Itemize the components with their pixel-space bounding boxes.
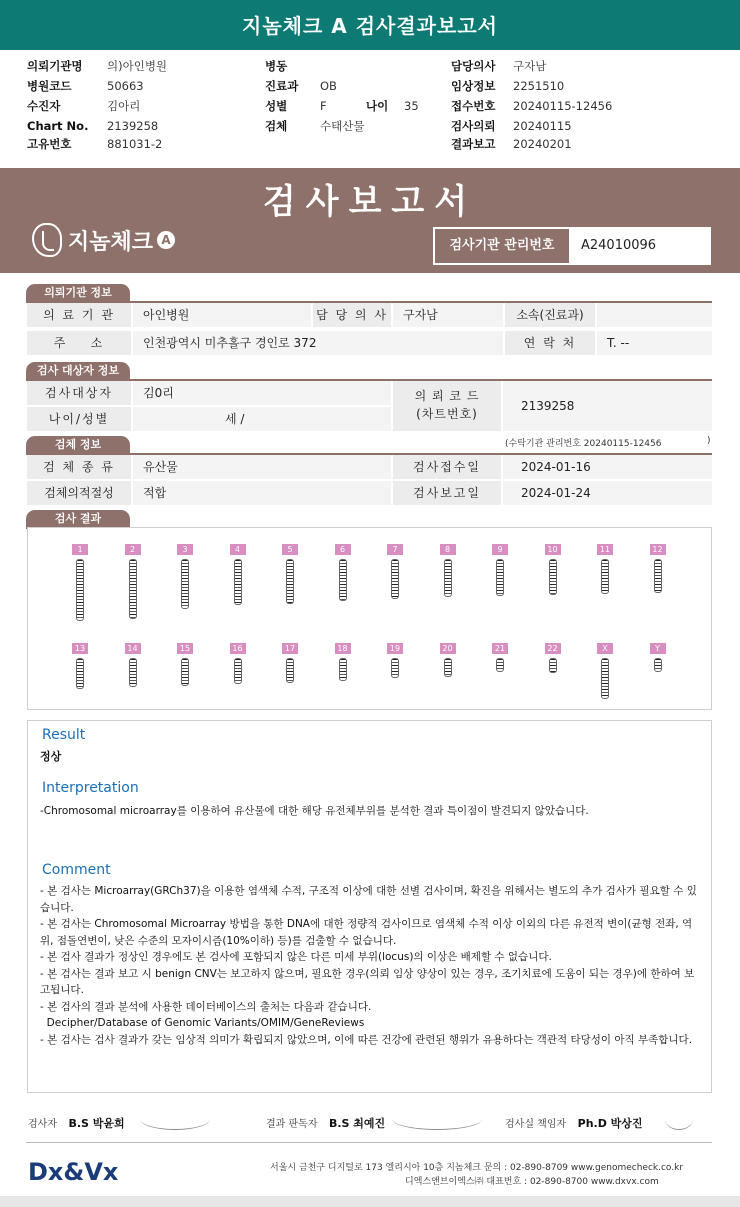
meta-key: 담당의사 — [451, 59, 496, 73]
chromosome-17 — [282, 643, 306, 654]
chromosome-label: 1 — [72, 544, 88, 555]
age-value: 35 — [404, 99, 419, 113]
specimen-type-label: 검 체 종 류 — [27, 455, 131, 479]
chromosome-19 — [387, 643, 411, 654]
meta-info — [0, 52, 740, 157]
judge-label: 결과 판독자 — [266, 1119, 318, 1130]
chromosome-18 — [335, 643, 359, 654]
age-key: 나이 — [366, 99, 389, 113]
meta-value: OB — [320, 79, 337, 93]
address-label: 주 소 — [27, 331, 131, 355]
chromosome-ideogram — [286, 658, 294, 683]
chromosome-ideogram — [234, 658, 242, 684]
chromosome-ideogram — [76, 559, 84, 621]
chromosome-ideogram — [234, 559, 242, 605]
tester-name: B.S 박윤희 — [68, 1117, 125, 1130]
footer-line-1: 서울시 금천구 디지털로 173 엘리시아 10층 지놈체크 문의 : 02-890-8709 www.genomecheck.co.kr — [270, 1163, 684, 1173]
page-bottom-bar — [0, 1196, 740, 1207]
comment-list — [40, 883, 700, 1048]
chromosome-5 — [282, 544, 306, 555]
dept-label: 소속(진료과) — [505, 303, 595, 327]
meta-value: 김아리 — [107, 99, 141, 113]
chromosome-Y — [650, 643, 674, 654]
chromosome-ideogram — [444, 559, 452, 597]
meta-value: 구자남 — [513, 59, 547, 73]
comment-item: - 본 검사의 결과 분석에 사용한 데이터베이스의 출처는 다음과 같습니다. — [40, 1000, 372, 1013]
tester-signature — [28, 1115, 125, 1131]
order-code-label-line1: 의 뢰 코 드 — [414, 389, 480, 403]
meta-key: 검체 — [265, 119, 288, 133]
chromosome-label: 21 — [492, 643, 508, 654]
chromosome-ideogram — [391, 559, 399, 599]
chromosome-label: 15 — [177, 643, 193, 654]
chromosome-11 — [597, 544, 621, 555]
meta-key: 진료과 — [265, 79, 299, 93]
chromosome-label: Y — [650, 643, 666, 654]
meta-key: 임상정보 — [451, 79, 496, 93]
received-date-value: 2024-01-16 — [503, 455, 712, 479]
comment-item: - 본 검사는 검사 결과가 갖는 임상적 의미가 확립되지 않았으며, 이에 따른 건강에 관련된 행위가 유용하다는 객관적 타당성이 아직 부족합니다. — [40, 1033, 693, 1046]
order-code-value: 2139258 — [503, 381, 712, 431]
meta-value: 50663 — [107, 79, 144, 93]
chromosome-label: 6 — [335, 544, 351, 555]
logo-mark-icon — [32, 223, 62, 257]
chromosome-ideogram — [496, 658, 504, 672]
chromosome-label: 8 — [440, 544, 456, 555]
chromosome-label: 2 — [125, 544, 141, 555]
chromosome-label: 9 — [492, 544, 508, 555]
chromosome-10 — [545, 544, 569, 555]
chromosome-21 — [492, 643, 516, 654]
chromosome-label: 11 — [597, 544, 613, 555]
chromosome-ideogram — [181, 559, 189, 609]
doctor-value: 구자남 — [393, 303, 503, 327]
meta-key: 의뢰기관명 — [27, 59, 83, 73]
management-number-value: A24010096 — [581, 238, 657, 253]
hospital-value: 아인병원 — [133, 303, 311, 327]
report-header-title: 지놈체크 A 검사결과보고서 — [0, 0, 740, 50]
dept-value — [597, 303, 712, 327]
chromosome-22 — [545, 643, 569, 654]
management-number-box — [432, 226, 712, 266]
consignment-number-note: (수탁기관 관리번호 20240115-12456 — [505, 439, 662, 449]
chromosome-ideogram — [286, 559, 294, 604]
meta-key: 결과보고 — [451, 137, 496, 151]
received-date-label: 검사접수일 — [393, 455, 501, 479]
chromosome-label: 20 — [440, 643, 456, 654]
chromosome-ideogram — [339, 559, 347, 601]
comment-item: - 본 검사는 결과 보고 시 benign CNV는 보고하지 않으며, 필요한 경우(의뢰 임상 양상이 있는 경우, 조기치료에 도움이 되는 경우)에 한하여 보고됩니다. — [40, 967, 695, 996]
meta-value: 881031-2 — [107, 137, 163, 151]
chromosome-ideogram — [601, 658, 609, 699]
subject-name-label: 검사대상자 — [27, 381, 131, 405]
chromosome-label: 14 — [125, 643, 141, 654]
comment-item: Decipher/Database of Genomic Variants/OMIM/GeneReviews — [40, 1017, 365, 1029]
comment-item: - 본 검사는 Microarray(GRCh37)을 이용한 염색체 수적, 구조적 이상에 대한 선별 검사이며, 확진을 위해서는 별도의 추가 검사가 필요할 수 있습니다. — [40, 885, 697, 914]
subject-name-value: 김0리 — [133, 381, 391, 405]
chromosome-15 — [177, 643, 201, 654]
specimen-suitability-label: 검체의적절성 — [27, 481, 131, 505]
genomecheck-logo — [32, 220, 175, 260]
chief-signature — [505, 1115, 643, 1131]
meta-key: 병원코드 — [27, 79, 72, 93]
meta-key: 수진자 — [27, 99, 61, 113]
chromosome-16 — [230, 643, 254, 654]
footer-address — [270, 1161, 683, 1189]
interpretation-text: -Chromosomal microarray를 이용하여 유산물에 대한 해당 유전체부위를 분석한 결과 특이점이 발견되지 않았습니다. — [40, 805, 589, 817]
chief-name: Ph.D 박상진 — [577, 1117, 643, 1130]
report-date-label: 검사보고일 — [393, 481, 501, 505]
comment-item: - 본 검사 결과가 정상인 경우에도 본 검사에 포함되지 않은 다른 미세 부위(locus)의 이상은 배제할 수 없습니다. — [40, 951, 552, 963]
meta-value: 20240201 — [513, 137, 572, 151]
chromosome-ideogram — [654, 658, 662, 672]
interpretation-heading: Interpretation — [42, 780, 139, 796]
chromosome-1 — [72, 544, 96, 555]
comment-heading: Comment — [42, 862, 111, 878]
age-sex-label: 나이/성별 — [27, 407, 131, 431]
chromosome-label: X — [597, 643, 613, 654]
chromosome-4 — [230, 544, 254, 555]
meta-key: 고유번호 — [27, 137, 72, 151]
karyogram-panel — [27, 527, 712, 710]
footer-divider — [26, 1142, 712, 1143]
result-panel — [27, 720, 712, 1093]
judge-signature — [266, 1115, 385, 1131]
judge-name: B.S 최예진 — [328, 1117, 386, 1130]
doctor-label: 담 당 의 사 — [313, 303, 391, 327]
chromosome-ideogram — [654, 559, 662, 593]
chromosome-ideogram — [391, 658, 399, 678]
chromosome-7 — [387, 544, 411, 555]
meta-value: 2139258 — [107, 119, 159, 133]
chromosome-2 — [125, 544, 149, 555]
chromosome-label: 5 — [282, 544, 298, 555]
result-heading: Result — [42, 727, 86, 743]
meta-key: 병동 — [265, 59, 288, 73]
chromosome-ideogram — [339, 658, 347, 681]
specimen-suitability-value: 적합 — [133, 481, 391, 505]
chromosome-ideogram — [444, 658, 452, 677]
management-number-label: 검사기관 관리번호 — [435, 229, 569, 263]
address-value: 인천광역시 미추홀구 경인로 372 — [133, 331, 503, 355]
chromosome-13 — [72, 643, 96, 654]
chromosome-label: 4 — [230, 544, 246, 555]
meta-value: F — [320, 99, 327, 113]
dxvx-logo: Dx&Vx — [28, 1158, 119, 1186]
age-sex-value: 세 / — [133, 407, 391, 431]
signature-scribble — [665, 1108, 693, 1130]
chromosome-label: 10 — [545, 544, 561, 555]
chromosome-8 — [440, 544, 464, 555]
meta-key: 접수번호 — [451, 99, 496, 113]
section-specimen: 검체 정보 — [26, 436, 130, 454]
signature-scribble — [392, 1108, 482, 1130]
hospital-label: 의 료 기 관 — [27, 303, 131, 327]
comment-item: - 본 검사는 Chromosomal Microarray 방법을 통한 DNA에 대한 정량적 검사이므로 염색체 수적 이상 이외의 다른 유전적 변이(균형 전좌, 역위, 점돌연변이, 낮은 수준의 모자이시즘(10%이하) 등)를 검출할 수 없습니다. — [40, 918, 693, 947]
chromosome-ideogram — [601, 559, 609, 594]
chromosome-label: 19 — [387, 643, 403, 654]
chromosome-ideogram — [181, 658, 189, 686]
chromosome-ideogram — [549, 658, 557, 673]
chromosome-12 — [650, 544, 674, 555]
result-value: 정상 — [40, 750, 62, 763]
meta-value: 수태산물 — [320, 119, 365, 133]
contact-value: T. -- — [597, 331, 712, 355]
chromosome-ideogram — [76, 658, 84, 689]
contact-label: 연 락 처 — [505, 331, 595, 355]
chromosome-label: 17 — [282, 643, 298, 654]
chromosome-6 — [335, 544, 359, 555]
chromosome-3 — [177, 544, 201, 555]
logo-text: 지놈체크 — [68, 229, 154, 255]
chromosome-label: 22 — [545, 643, 561, 654]
meta-value: 20240115-12456 — [513, 99, 613, 113]
meta-value: 20240115 — [513, 119, 572, 133]
footer-line-2: 디엑스앤브이엑스㈜ 대표번호 : 02-890-8700 www.dxvx.com — [405, 1177, 659, 1187]
chromosome-9 — [492, 544, 516, 555]
meta-key: 검사의뢰 — [451, 119, 496, 133]
chromosome-ideogram — [129, 559, 137, 619]
tester-label: 검사자 — [28, 1119, 57, 1130]
section-result: 검사 결과 — [26, 510, 130, 528]
chief-label: 검사실 책임자 — [505, 1119, 567, 1130]
meta-key: 성별 — [265, 99, 288, 113]
report-banner — [0, 168, 740, 273]
chromosome-X — [597, 643, 621, 654]
logo-badge: A — [157, 231, 175, 249]
report-date-value: 2024-01-24 — [503, 481, 712, 505]
order-code-label-line2: (차트번호) — [416, 407, 478, 421]
signature-scribble — [140, 1108, 210, 1130]
report-title: 검사보고서 — [262, 182, 478, 222]
section-subject: 검사 대상자 정보 — [26, 362, 130, 380]
chromosome-label: 3 — [177, 544, 193, 555]
meta-value: 2251510 — [513, 79, 565, 93]
chromosome-20 — [440, 643, 464, 654]
consignment-number-note-end: ) — [707, 436, 711, 446]
chromosome-label: 12 — [650, 544, 666, 555]
meta-key: Chart No. — [27, 119, 89, 133]
chromosome-14 — [125, 643, 149, 654]
chromosome-label: 16 — [230, 643, 246, 654]
chromosome-label: 7 — [387, 544, 403, 555]
chromosome-ideogram — [549, 559, 557, 595]
order-code-label — [393, 381, 501, 431]
chromosome-label: 18 — [335, 643, 351, 654]
meta-value: 의)아인병원 — [107, 59, 168, 73]
chromosome-label: 13 — [72, 643, 88, 654]
chromosome-ideogram — [496, 559, 504, 596]
section-institution: 의뢰기관 정보 — [26, 284, 130, 302]
chromosome-ideogram — [129, 658, 137, 687]
specimen-type-value: 유산물 — [133, 455, 391, 479]
